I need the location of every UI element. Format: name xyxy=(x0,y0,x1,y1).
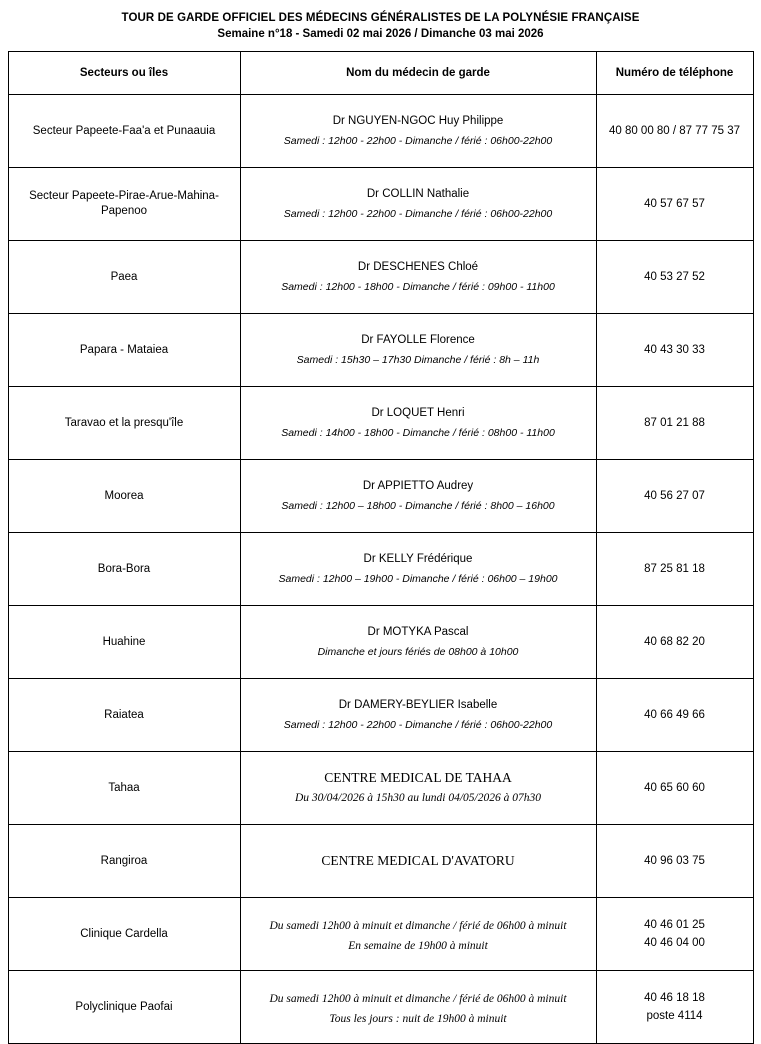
table-row xyxy=(8,460,753,533)
doctor-hours: Du samedi 12h00 à minuit et dimanche / férié de 06h00 à minuit xyxy=(269,993,567,1005)
column-header-phone: Numéro de téléphone xyxy=(596,52,753,95)
phone-number: 40 53 27 52 xyxy=(644,271,705,283)
doctor-name: Dr LOQUET Henri xyxy=(371,407,465,419)
table-row xyxy=(8,95,753,168)
cell-doctor xyxy=(240,168,596,241)
table-row xyxy=(8,898,753,971)
cell-sector: Polyclinique Paofai xyxy=(8,971,240,1044)
table-row xyxy=(8,606,753,679)
cell-doctor xyxy=(240,898,596,971)
cell-phone xyxy=(596,679,753,752)
cell-phone xyxy=(596,533,753,606)
column-header-sector: Secteurs ou îles xyxy=(8,52,240,95)
doctor-hours: Du 30/04/2026 à 15h30 au lundi 04/05/2026 à 07h30 xyxy=(295,792,541,804)
doctor-name: Dr FAYOLLE Florence xyxy=(361,334,475,346)
cell-doctor xyxy=(240,95,596,168)
cell-phone xyxy=(596,241,753,314)
phone-number: 40 56 27 07 xyxy=(644,490,705,502)
page-subtitle: Semaine n°18 - Samedi 02 mai 2026 / Dimanche 03 mai 2026 xyxy=(217,28,544,40)
cell-phone xyxy=(596,752,753,825)
column-header-doctor: Nom du médecin de garde xyxy=(240,52,596,95)
phone-number: 40 80 00 80 / 87 77 75 37 xyxy=(608,125,741,137)
doctor-name: Dr COLLIN Nathalie xyxy=(366,188,470,200)
cell-doctor xyxy=(240,679,596,752)
table-head xyxy=(8,52,753,95)
doctor-hours: Du samedi 12h00 à minuit et dimanche / férié de 06h00 à minuit xyxy=(269,920,567,932)
cell-phone xyxy=(596,898,753,971)
cell-phone xyxy=(596,460,753,533)
doctor-name: Dr MOTYKA Pascal xyxy=(367,626,469,638)
cell-phone xyxy=(596,95,753,168)
phone-number: 87 01 21 88 xyxy=(644,417,705,429)
phone-number: 40 66 49 66 xyxy=(644,709,705,721)
table-row xyxy=(8,168,753,241)
phone-number: 40 43 30 33 xyxy=(644,344,705,356)
cell-phone xyxy=(596,606,753,679)
doctor-hours: Samedi : 12h00 - 18h00 - Dimanche / férié : 09h00 - 11h00 xyxy=(281,281,555,293)
table-row xyxy=(8,533,753,606)
phone-number: 40 46 18 18 xyxy=(644,992,705,1004)
cell-phone xyxy=(596,314,753,387)
cell-sector: Huahine xyxy=(8,606,240,679)
doctor-hours: Samedi : 14h00 - 18h00 - Dimanche / férié : 08h00 - 11h00 xyxy=(281,427,555,439)
cell-sector: Bora-Bora xyxy=(8,533,240,606)
table-row xyxy=(8,971,753,1044)
cell-doctor xyxy=(240,387,596,460)
cell-sector: Taravao et la presqu'île xyxy=(8,387,240,460)
cell-phone xyxy=(596,971,753,1044)
doctor-hours-secondary: En semaine de 19h00 à minuit xyxy=(348,940,488,952)
table-row xyxy=(8,825,753,898)
doctor-name: Dr APPIETTO Audrey xyxy=(362,480,474,492)
doctor-hours: Samedi : 12h00 - 22h00 - Dimanche / férié : 06h00-22h00 xyxy=(283,719,553,731)
doctor-hours: Samedi : 12h00 – 19h00 - Dimanche / férié : 06h00 – 19h00 xyxy=(278,573,558,585)
doctor-name: Dr DESCHENES Chloé xyxy=(357,261,479,273)
cell-doctor xyxy=(240,241,596,314)
table-header-row xyxy=(8,52,753,95)
table-row xyxy=(8,241,753,314)
document-header xyxy=(0,0,761,42)
phone-number: 87 25 81 18 xyxy=(644,563,705,575)
table-row xyxy=(8,387,753,460)
cell-sector: Secteur Papeete-Faa'a et Punaauia xyxy=(8,95,240,168)
phone-number-secondary: 40 46 04 00 xyxy=(644,937,705,949)
table-row xyxy=(8,679,753,752)
doctor-hours: Samedi : 15h30 – 17h30 Dimanche / férié : 8h – 11h xyxy=(296,354,540,366)
cell-sector: Clinique Cardella xyxy=(8,898,240,971)
phone-extension: poste 4114 xyxy=(646,1010,703,1022)
cell-sector: Moorea xyxy=(8,460,240,533)
table-row xyxy=(8,314,753,387)
cell-phone xyxy=(596,825,753,898)
cell-doctor xyxy=(240,314,596,387)
cell-doctor xyxy=(240,752,596,825)
doctor-hours-secondary: Tous les jours : nuit de 19h00 à minuit xyxy=(329,1013,507,1025)
doctor-hours: Dimanche et jours fériés de 08h00 à 10h00 xyxy=(317,646,519,658)
phone-number: 40 68 82 20 xyxy=(644,636,705,648)
phone-number: 40 96 03 75 xyxy=(644,855,705,867)
cell-sector: Papara - Mataiea xyxy=(8,314,240,387)
doctor-name: CENTRE MEDICAL D'AVATORU xyxy=(321,853,515,868)
doctor-name: Dr KELLY Frédérique xyxy=(363,553,473,565)
cell-phone xyxy=(596,168,753,241)
guard-duty-table xyxy=(8,51,754,1044)
phone-number: 40 65 60 60 xyxy=(644,782,705,794)
doctor-name: Dr NGUYEN-NGOC Huy Philippe xyxy=(332,115,504,127)
cell-sector: Paea xyxy=(8,241,240,314)
cell-phone xyxy=(596,387,753,460)
doctor-hours: Samedi : 12h00 - 22h00 - Dimanche / férié : 06h00-22h00 xyxy=(283,135,553,147)
cell-sector: Raiatea xyxy=(8,679,240,752)
doctor-name: Dr DAMERY-BEYLIER Isabelle xyxy=(338,699,498,711)
table-row xyxy=(8,752,753,825)
cell-doctor xyxy=(240,971,596,1044)
doctor-hours: Samedi : 12h00 - 22h00 - Dimanche / férié : 06h00-22h00 xyxy=(283,208,553,220)
phone-number: 40 57 67 57 xyxy=(644,198,705,210)
table-body xyxy=(8,95,753,1044)
cell-sector: Rangiroa xyxy=(8,825,240,898)
cell-sector: Tahaa xyxy=(8,752,240,825)
cell-doctor xyxy=(240,533,596,606)
doctor-name: CENTRE MEDICAL DE TAHAA xyxy=(324,770,512,785)
phone-number: 40 46 01 25 xyxy=(644,919,705,931)
cell-doctor xyxy=(240,825,596,898)
page-title: TOUR DE GARDE OFFICIEL DES MÉDECINS GÉNÉRALISTES DE LA POLYNÉSIE FRANÇAISE xyxy=(121,12,640,24)
doctor-hours: Samedi : 12h00 – 18h00 - Dimanche / férié : 8h00 – 16h00 xyxy=(281,500,555,512)
cell-doctor xyxy=(240,606,596,679)
cell-doctor xyxy=(240,460,596,533)
cell-sector: Secteur Papeete-Pirae-Arue-Mahina-Papenoo xyxy=(8,168,240,241)
